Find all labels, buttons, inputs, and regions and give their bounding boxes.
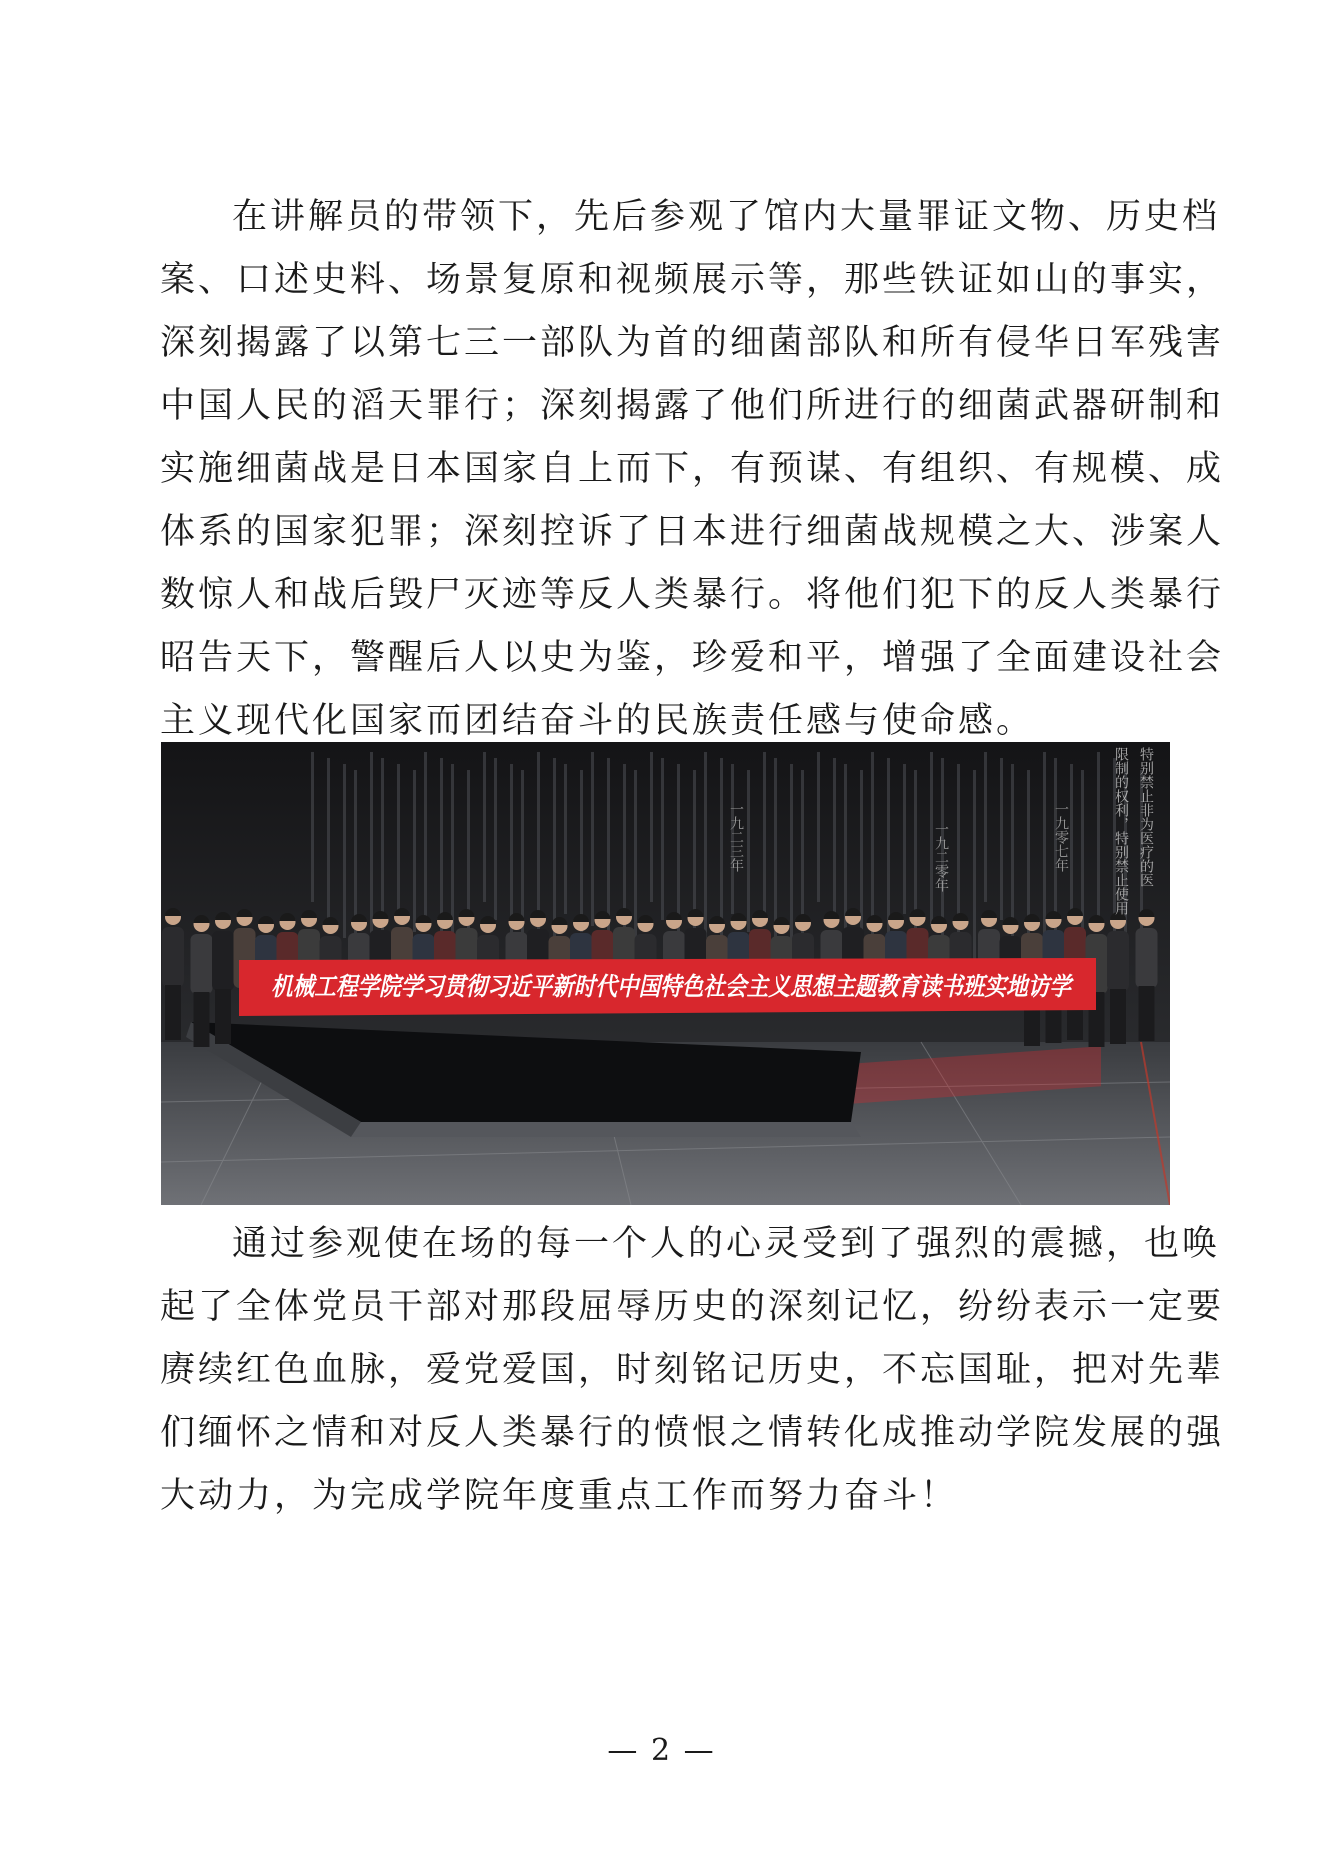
paragraph-1	[160, 186, 1225, 753]
wall-inscription: 限制的权利，特别禁止使用	[1113, 747, 1129, 915]
paragraph-2	[160, 1213, 1225, 1528]
page-number: — 2 —	[607, 1733, 716, 1768]
person	[162, 908, 184, 1040]
paragraph-line: 大动力，为完成学院年度重点工作而努力奋斗！	[160, 1476, 959, 1516]
person	[212, 912, 234, 1044]
paragraph-line: 昭告天下，警醒后人以史为鉴，珍爱和平，增强了全面建设社会	[160, 638, 1225, 678]
person	[1136, 909, 1158, 1041]
wall-inscription: 特别禁止非为医疗的医	[1138, 747, 1154, 887]
banner-text: 机械工程学院学习贯彻习近平新时代中国特色社会主义思想主题教育读书班实地访学	[271, 972, 1075, 1001]
group-photo	[161, 742, 1170, 1205]
paragraph-line: 体系的国家犯罪；深刻控诉了日本进行细菌战规模之大、涉案人	[160, 512, 1225, 552]
paragraph-line: 数惊人和战后毁尸灭迹等反人类暴行。将他们犯下的反人类暴行	[160, 575, 1225, 615]
person	[191, 915, 213, 1047]
paragraph-line: 实施细菌战是日本国家自上而下，有预谋、有组织、有规模、成	[160, 449, 1225, 489]
paragraph-line: 通过参观使在场的每一个人的心灵受到了强烈的震撼，也唤	[232, 1224, 1221, 1264]
paragraph-line: 在讲解员的带领下，先后参观了馆内大量罪证文物、历史档	[232, 197, 1221, 237]
wall-inscription: 一九零七年	[1053, 802, 1069, 872]
person	[1107, 912, 1129, 1044]
wall-inscription: 一九二三年	[728, 802, 744, 872]
paragraph-line: 中国人民的滔天罪行；深刻揭露了他们所进行的细菌武器研制和	[160, 386, 1225, 426]
paragraph-line: 深刻揭露了以第七三一部队为首的细菌部队和所有侵华日军残害	[160, 323, 1225, 363]
paragraph-line: 赓续红色血脉，爱党爱国，时刻铭记历史，不忘国耻，把对先辈	[160, 1350, 1225, 1390]
paragraph-line: 案、口述史料、场景复原和视频展示等，那些铁证如山的事实，	[160, 260, 1225, 300]
paragraph-line: 们缅怀之情和对反人类暴行的愤恨之情转化成推动学院发展的强	[160, 1413, 1225, 1453]
paragraph-line: 主义现代化国家而团结奋斗的民族责任感与使命感。	[160, 701, 1035, 741]
wall-inscription: 一九二零年	[933, 822, 949, 892]
paragraph-line: 起了全体党员干部对那段屈辱历史的深刻记忆，纷纷表示一定要	[160, 1287, 1225, 1327]
